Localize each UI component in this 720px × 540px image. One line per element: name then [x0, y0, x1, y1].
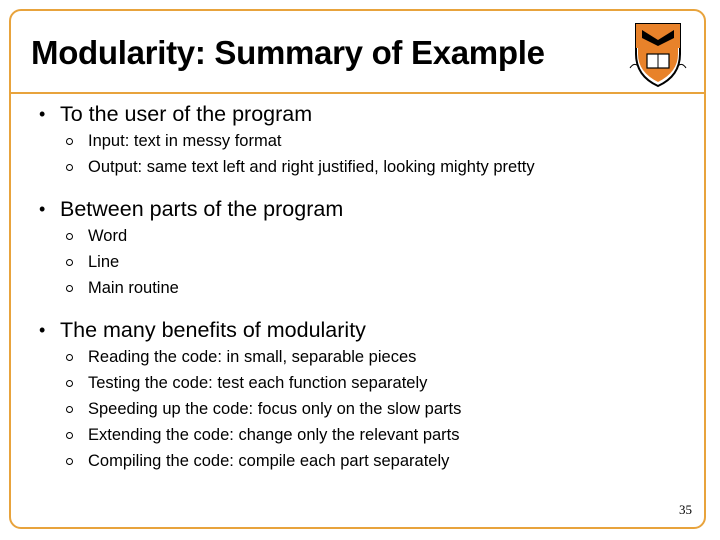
list-item-text: Input: text in messy format	[88, 132, 282, 150]
princeton-shield-icon	[628, 18, 688, 90]
sub-list	[36, 344, 700, 474]
list-item-text: Line	[88, 253, 120, 271]
slide-body	[36, 100, 700, 489]
list-item-text: Output: same text left and right justified, looking mighty pretty	[88, 158, 535, 176]
bullet-icon: •	[39, 199, 46, 219]
list-item	[36, 128, 700, 154]
list-item	[36, 223, 700, 249]
list-item	[36, 275, 700, 301]
section-heading-text: To the user of the program	[60, 102, 313, 126]
section-between-parts	[36, 195, 700, 301]
ring-bullet-icon	[66, 259, 73, 266]
list-item	[36, 422, 700, 448]
section-heading	[36, 195, 700, 223]
ring-bullet-icon	[66, 406, 73, 413]
list-item-text: Reading the code: in small, separable pieces	[88, 348, 417, 366]
list-item-text: Speeding up the code: focus only on the slow parts	[88, 400, 462, 418]
ring-bullet-icon	[66, 354, 73, 361]
bullet-icon: •	[39, 320, 46, 340]
header-divider	[9, 92, 706, 94]
ring-bullet-icon	[66, 233, 73, 240]
section-heading-text: The many benefits of modularity	[60, 318, 366, 342]
page-number: 35	[679, 502, 692, 517]
section-heading-text: Between parts of the program	[60, 197, 344, 221]
list-item	[36, 448, 700, 474]
section-heading	[36, 316, 700, 344]
ring-bullet-icon	[66, 138, 73, 145]
list-item-text: Main routine	[88, 279, 179, 297]
list-item-text: Word	[88, 227, 128, 245]
slide-title: Modularity: Summary of Example	[31, 34, 545, 71]
section-heading	[36, 100, 700, 128]
bullet-icon: •	[39, 104, 46, 124]
sub-list	[36, 223, 700, 301]
list-item	[36, 396, 700, 422]
section-benefits	[36, 316, 700, 474]
list-item	[36, 249, 700, 275]
ring-bullet-icon	[66, 432, 73, 439]
list-item-text: Testing the code: test each function separately	[88, 374, 428, 392]
list-item	[36, 344, 700, 370]
ring-bullet-icon	[66, 164, 73, 171]
sub-list	[36, 128, 700, 180]
section-user	[36, 100, 700, 180]
list-item-text: Extending the code: change only the relevant parts	[88, 426, 460, 444]
ring-bullet-icon	[66, 285, 73, 292]
list-item	[36, 154, 700, 180]
ring-bullet-icon	[66, 458, 73, 465]
list-item-text: Compiling the code: compile each part separately	[88, 452, 450, 470]
list-item	[36, 370, 700, 396]
ring-bullet-icon	[66, 380, 73, 387]
